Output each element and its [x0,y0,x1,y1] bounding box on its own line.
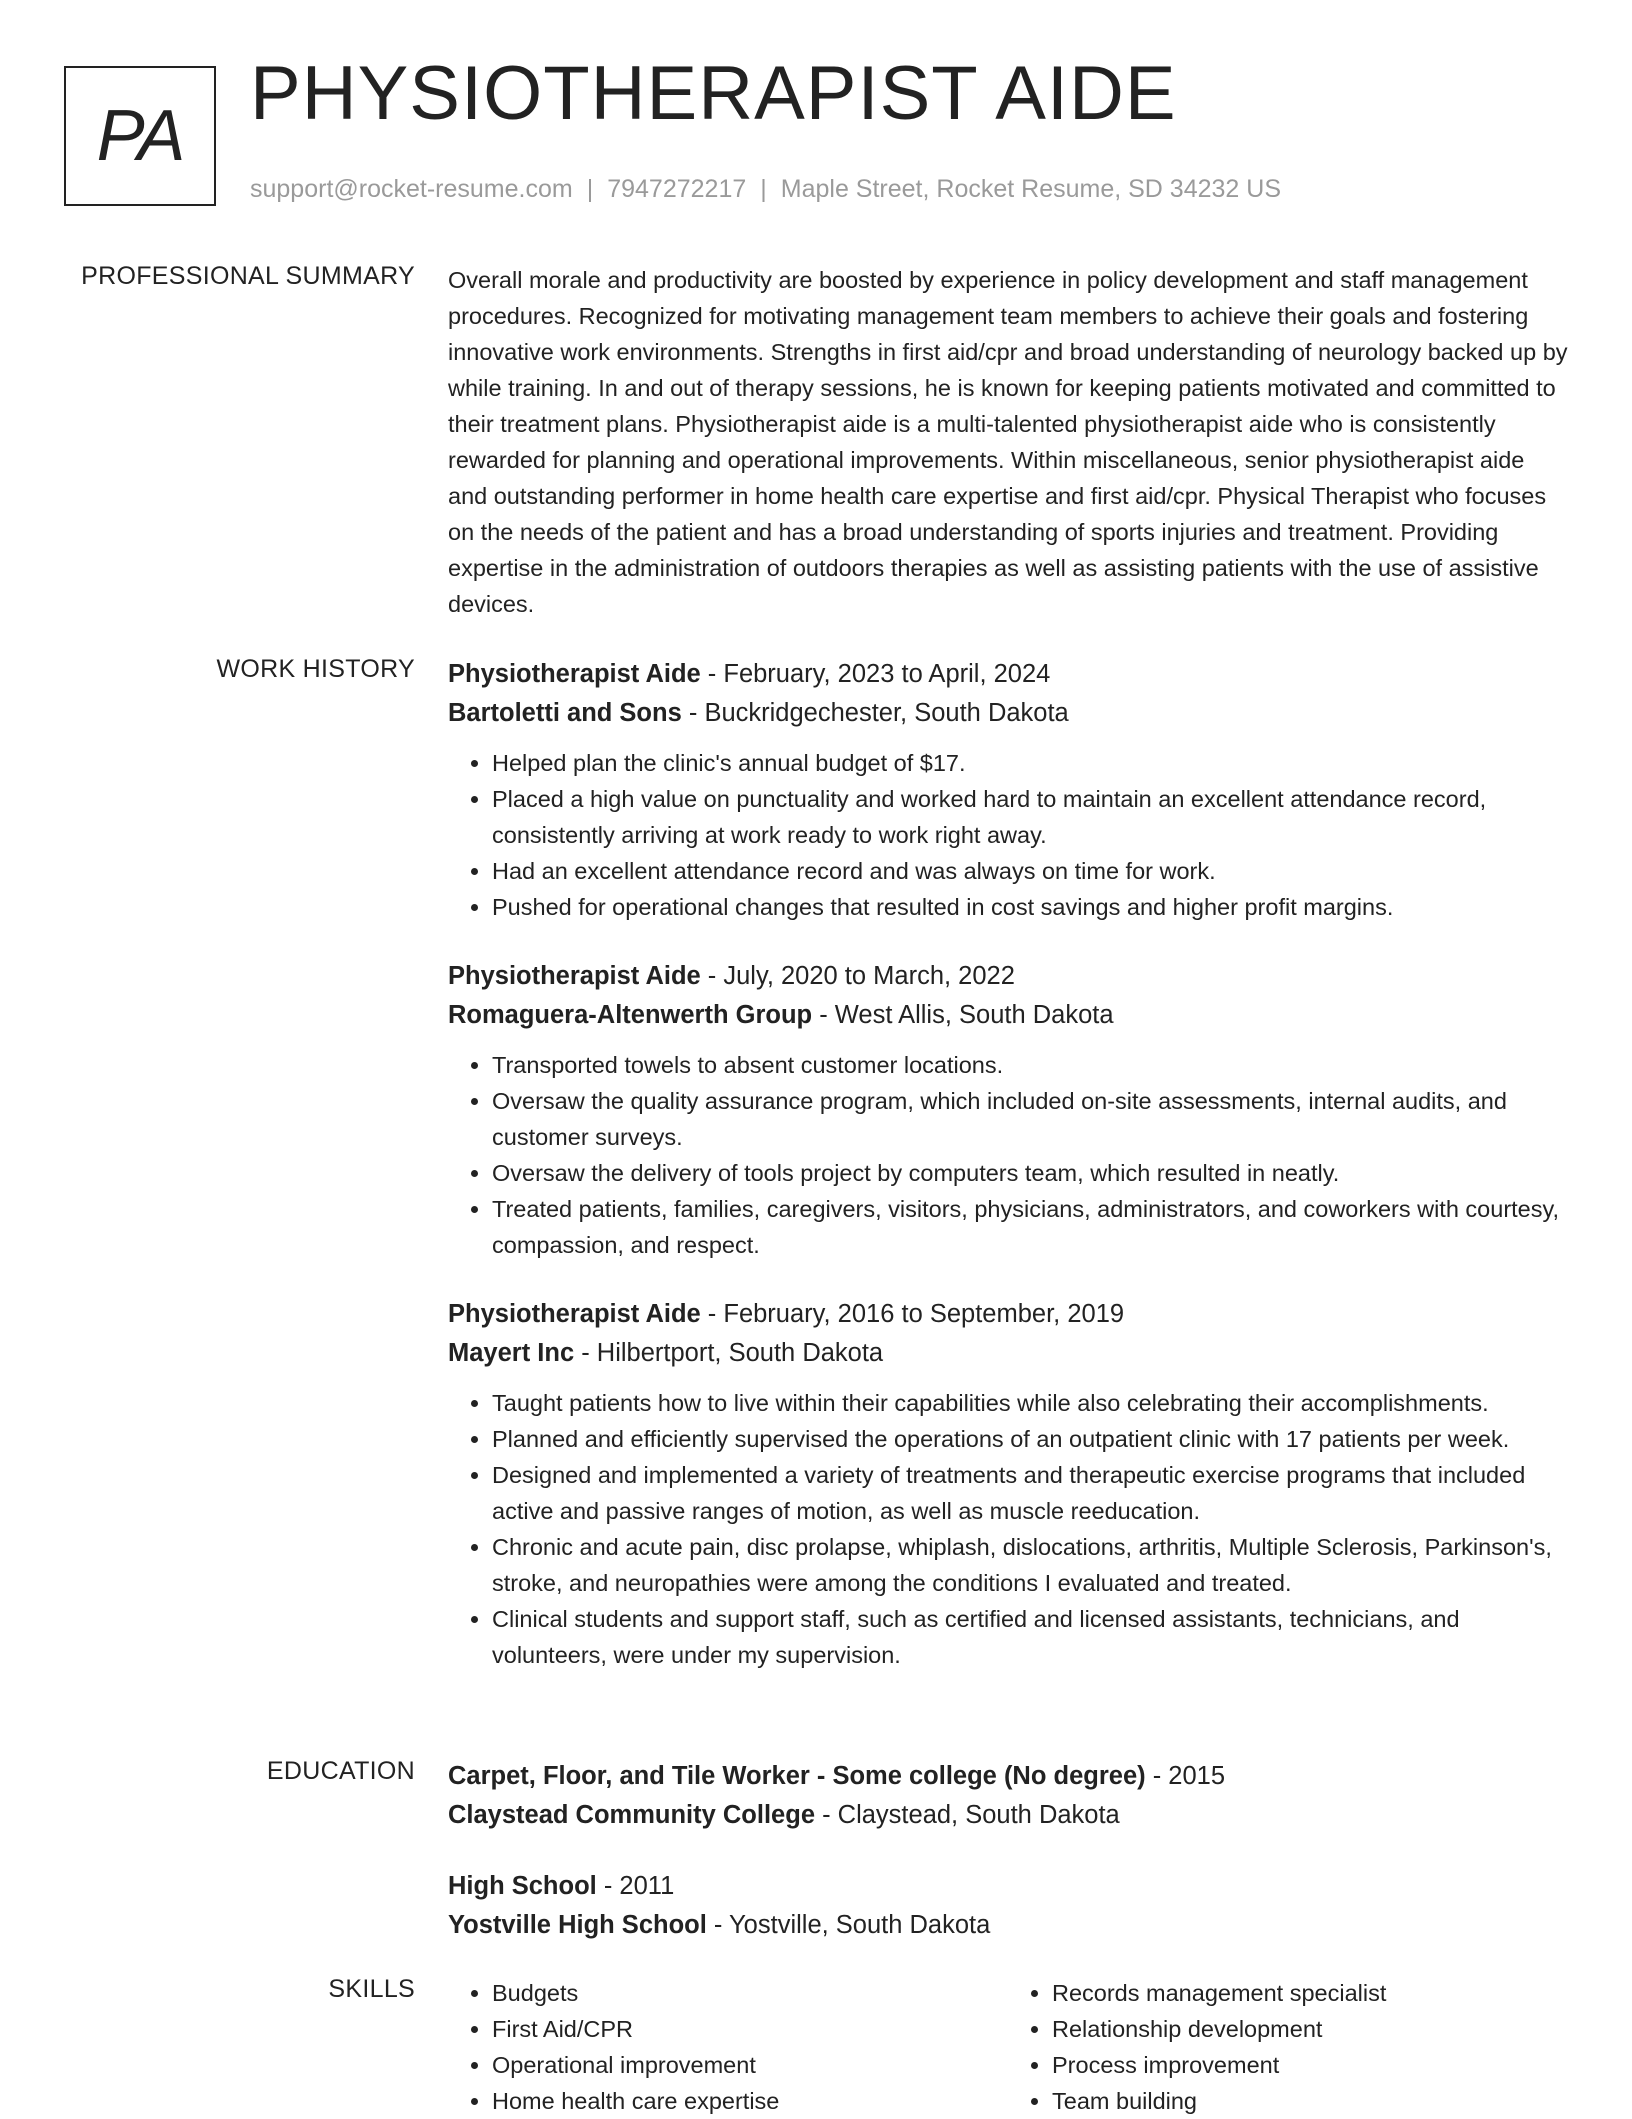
job-bullets [448,1385,1568,1673]
list-item: • Chronic and acute pain, disc prolapse, whiplash, dislocations, arthritis, Multiple Sclerosis, Parkinson's, stroke, and neuropathies were among the conditions I evaluated and treated. [492,1529,1568,1601]
education-location: - Claystead, South Dakota [815,1801,1120,1829]
list-item: • Placed a high value on punctuality and worked hard to maintain an excellent attendance record, consistently arriving at work ready to work right away. [492,781,1568,853]
job-title-line [448,655,1568,694]
list-item: • Records management specialist [1052,1975,1568,2011]
list-item: • Helped plan the clinic's annual budget of $17. [492,745,1568,781]
job-dates: - February, 2023 to April, 2024 [700,660,1051,688]
job-dates: - February, 2016 to September, 2019 [700,1300,1125,1328]
job-dates: - July, 2020 to March, 2022 [700,962,1015,990]
section-title-skills: SKILLS [328,1975,415,2003]
contact-address: Maple Street, Rocket Resume, SD 34232 US [780,175,1281,203]
list-item: • Planned and efficiently supervised the operations of an outpatient clinic with 17 patients per week. [492,1421,1568,1457]
job-role: Physiotherapist Aide [448,1300,701,1328]
section-title-work-history: WORK HISTORY [216,655,415,683]
education-degree: High School [448,1872,597,1900]
list-item: • Designed and implemented a variety of treatments and therapeutic exercise programs that included active and passive ranges of motion, as well as muscle reeducation. [492,1457,1568,1529]
education-body [448,1757,1568,1977]
contact-phone: 7947272217 [607,175,747,203]
education-entry [448,1757,1568,1835]
job-location: - Hilbertport, South Dakota [574,1339,884,1367]
list-item: • Process improvement [1052,2047,1568,2083]
contact-separator: | [586,175,594,203]
work-history-body [448,655,1568,1705]
skills-body [448,1975,1568,2119]
job-role: Physiotherapist Aide [448,660,701,688]
job-company-line [448,694,1568,733]
summary-text: Overall morale and productivity are boosted by experience in policy development and staff management procedures. Recognized for motivating management team members to achieve their goals and fostering innovative work environments. Strengths in first aid/cpr and broad understanding of neurology backed up by while training. In and out of therapy sessions, he is known for keeping patients motivated and committed to their treatment plans. Physiotherapist aide is a multi-talented physiotherapist aide who is consistently rewarded for planning and operational improvements. Within miscellaneous, senior physiotherapist aide and outstanding performer in home health care expertise and first aid/cpr. Physical Therapist who focuses on the needs of the patient and has a broad understanding of sports injuries and treatment. Providing expertise in the administration of outdoors therapies as well as assisting patients with the use of assistive devices. [448,267,1568,617]
list-item: • Pushed for operational changes that resulted in cost savings and higher profit margins. [492,889,1568,925]
education-school: Yostville High School [448,1911,707,1939]
job-location: - Buckridgechester, South Dakota [681,699,1069,727]
list-item: • Had an excellent attendance record and was always on time for work. [492,853,1568,889]
contact-separator: | [760,175,767,203]
list-item: • Team building [1052,2083,1568,2119]
list-item: • Budgets [492,1975,1008,2011]
job-entry [448,1295,1568,1673]
education-school-line [448,1906,1568,1945]
job-company: Mayert Inc [448,1339,575,1367]
education-degree-line [448,1867,1568,1906]
job-role: Physiotherapist Aide [448,962,701,990]
job-company-line [448,1334,1568,1373]
education-year: - 2015 [1145,1762,1226,1790]
skills-columns [448,1975,1568,2119]
list-item: • Oversaw the delivery of tools project by computers team, which resulted in neatly. [492,1155,1568,1191]
education-degree-line [448,1757,1568,1796]
job-title-line [448,957,1568,996]
job-title-line [448,1295,1568,1334]
education-entry [448,1867,1568,1945]
education-location: - Yostville, South Dakota [706,1911,991,1939]
contact-line [250,175,1281,204]
section-title-summary: PROFESSIONAL SUMMARY [81,262,415,290]
monogram-logo: PA [64,66,216,206]
education-school-line [448,1796,1568,1835]
education-degree: Carpet, Floor, and Tile Worker - Some college (No degree) [448,1762,1146,1790]
job-company: Bartoletti and Sons [448,699,682,727]
job-bullets [448,745,1568,925]
job-company: Romaguera-Altenwerth Group [448,1001,813,1029]
list-item: • Relationship development [1052,2011,1568,2047]
list-item: • Clinical students and support staff, such as certified and licensed assistants, technicians, and volunteers, were under my supervision. [492,1601,1568,1673]
list-item: • Taught patients how to live within their capabilities while also celebrating their accomplishments. [492,1385,1568,1421]
job-location: - West Allis, South Dakota [812,1001,1114,1029]
skills-list-right [1008,1975,1568,2119]
list-item: • Operational improvement [492,2047,1008,2083]
summary-body [448,262,1568,622]
list-item: • First Aid/CPR [492,2011,1008,2047]
list-item: • Treated patients, families, caregivers, visitors, physicians, administrators, and coworkers with courtesy, compassion, and respect. [492,1191,1568,1263]
job-entry [448,957,1568,1263]
education-year: - 2011 [596,1872,675,1900]
contact-email: support@rocket-resume.com [250,175,573,203]
candidate-name: PHYSIOTHERAPIST AIDE [250,51,1177,136]
education-school: Claystead Community College [448,1801,815,1829]
list-item: • Transported towels to absent customer locations. [492,1047,1568,1083]
job-entry [448,655,1568,925]
list-item: • Oversaw the quality assurance program, which included on-site assessments, internal audits, and customer surveys. [492,1083,1568,1155]
job-bullets [448,1047,1568,1263]
job-company-line [448,996,1568,1035]
list-item: • Home health care expertise [492,2083,1008,2119]
skills-list-left [448,1975,1008,2119]
section-title-education: EDUCATION [266,1757,415,1785]
